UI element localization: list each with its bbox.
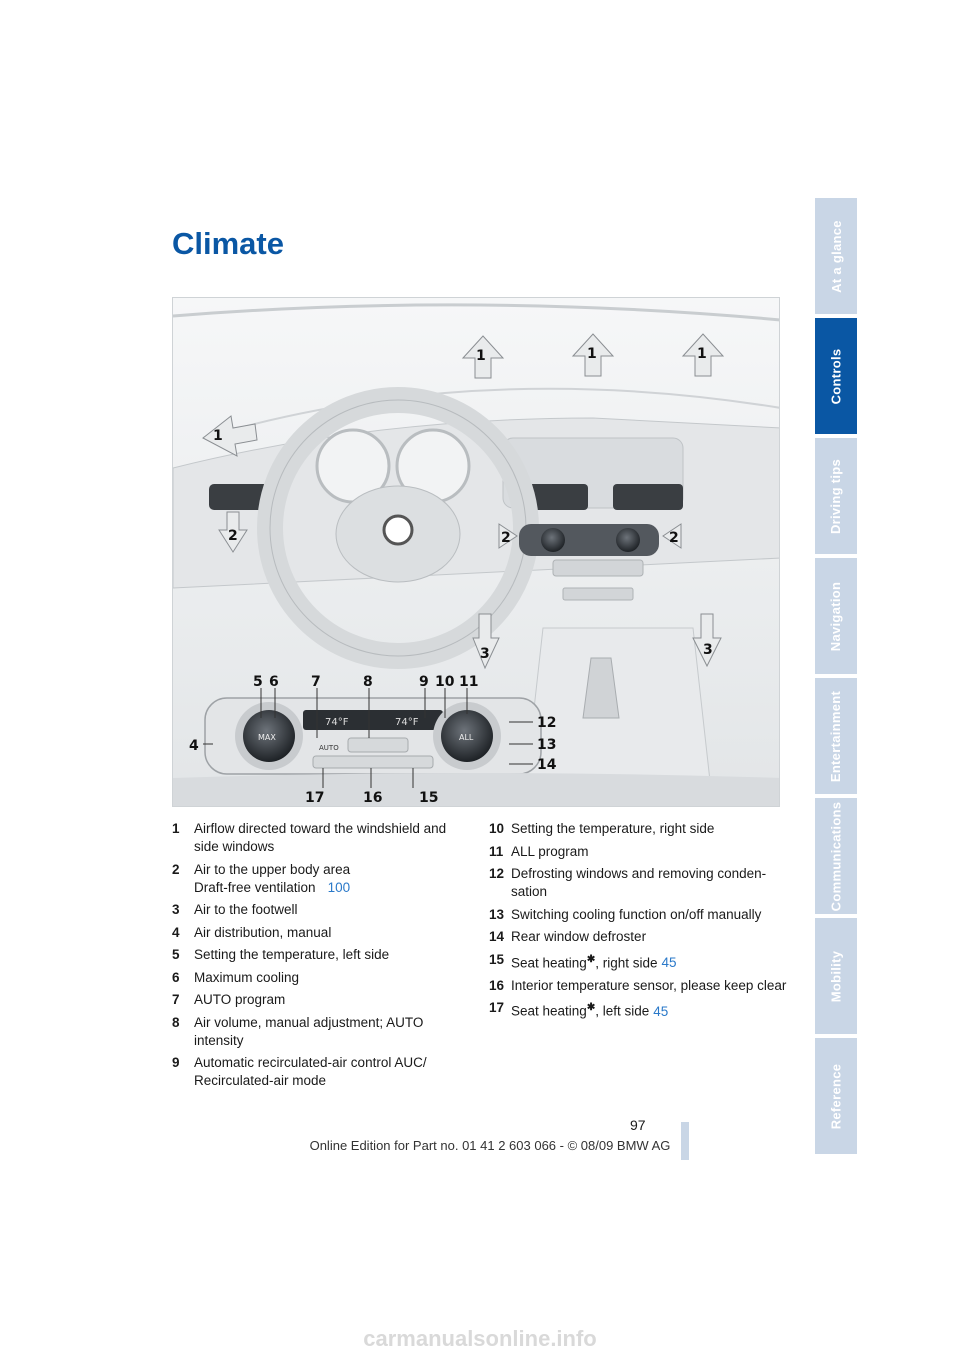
page-title: Climate bbox=[172, 226, 284, 261]
callout-2b: 2 bbox=[501, 530, 511, 546]
auto-button-label: AUTO bbox=[319, 744, 339, 752]
tab-entertainment[interactable]: Entertainment bbox=[815, 678, 857, 796]
legend-item: 2 Air to the upper body area Draft-free ventilation 100 bbox=[172, 861, 351, 895]
callout-1c: 1 bbox=[697, 346, 707, 362]
callout-15: 15 bbox=[419, 790, 439, 806]
page-ref-link[interactable]: 45 bbox=[653, 1003, 669, 1019]
callout-3a: 3 bbox=[480, 646, 490, 662]
all-knob-label: ALL bbox=[459, 733, 474, 742]
legend-item: 6 Maximum cooling bbox=[172, 969, 300, 985]
legend-item: 4 Air distribution, manual bbox=[172, 924, 332, 940]
star-icon: ✱ bbox=[586, 1002, 596, 1013]
legend-item: 9 Automatic recirculated-air control AUC/ Recirculated-air mode bbox=[172, 1055, 427, 1088]
legend-item: 12 Defrosting windows and removing conden-sation bbox=[489, 866, 767, 899]
callout-7: 7 bbox=[311, 674, 321, 690]
callout-1a: 1 bbox=[476, 348, 486, 364]
callout-11: 11 bbox=[459, 674, 479, 690]
tab-communications[interactable]: Communications bbox=[815, 798, 857, 916]
callout-1d: 1 bbox=[213, 428, 223, 444]
callout-2a: 2 bbox=[228, 528, 238, 544]
legend-item: 5 Setting the temperature, left side bbox=[172, 947, 390, 962]
watermark: carmanualsonline.info bbox=[363, 1326, 597, 1351]
callout-3b: 3 bbox=[703, 642, 713, 658]
legend-item: 11 ALL program bbox=[489, 843, 589, 859]
star-icon: ✱ bbox=[586, 953, 596, 965]
callout-4: 4 bbox=[189, 738, 199, 754]
callout-8: 8 bbox=[363, 674, 373, 690]
legend-item: 13 Switching cooling function on/off manually bbox=[489, 906, 762, 922]
page-number: 97 bbox=[630, 1117, 646, 1133]
callout-16: 16 bbox=[363, 790, 383, 806]
legend-item: 7 AUTO program bbox=[172, 992, 286, 1007]
tab-mobility[interactable]: Mobility bbox=[815, 918, 857, 1036]
callout-14: 14 bbox=[537, 757, 557, 773]
callout-13: 13 bbox=[537, 737, 557, 753]
legend-column-right bbox=[489, 820, 789, 1025]
footer-accent-bar bbox=[681, 1122, 689, 1160]
tab-driving-tips[interactable]: Driving tips bbox=[815, 438, 857, 556]
tab-at-a-glance[interactable]: At a glance bbox=[815, 198, 857, 316]
legend-item: 1 Airflow directed toward the windshield and side windows bbox=[172, 821, 447, 854]
page-ref-link[interactable]: 100 bbox=[327, 879, 351, 895]
footer-edition: Online Edition for Part no. 01 41 2 603 066 - © 08/09 BMW AG bbox=[309, 1138, 671, 1153]
legend-item: 8 Air volume, manual adjustment; AUTO intensity bbox=[172, 1014, 424, 1048]
legend-item: 3 Air to the footwell bbox=[172, 902, 298, 917]
dashboard-drawing bbox=[173, 298, 780, 807]
legend-item: 10 Setting the temperature, right side bbox=[489, 821, 715, 836]
page-ref-link[interactable]: 45 bbox=[661, 955, 677, 970]
legend-column-left bbox=[172, 820, 472, 1095]
legend-item: 14 Rear window defroster bbox=[489, 929, 647, 944]
temp-left-readout: 74°F bbox=[325, 717, 349, 728]
legend-item: 16 Interior temperature sensor, please keep clear bbox=[489, 977, 787, 993]
legend-item: 17 Seat heating✱, left side 45 bbox=[489, 1000, 669, 1019]
callout-1b: 1 bbox=[587, 346, 597, 362]
callout-12: 12 bbox=[537, 715, 557, 731]
callout-9: 9 bbox=[419, 674, 429, 690]
callout-6: 6 bbox=[269, 674, 279, 690]
tab-reference[interactable]: Reference bbox=[815, 1038, 857, 1156]
climate-controls-illustration bbox=[172, 297, 780, 807]
tab-controls[interactable]: Controls bbox=[815, 318, 857, 436]
callout-2c: 2 bbox=[669, 530, 679, 546]
tab-navigation[interactable]: Navigation bbox=[815, 558, 857, 676]
callout-10: 10 bbox=[435, 674, 455, 690]
temp-right-readout: 74°F bbox=[395, 717, 419, 728]
legend-item: 15 Seat heating✱, right side 45 bbox=[489, 951, 677, 970]
callout-17: 17 bbox=[305, 790, 325, 806]
callout-5: 5 bbox=[253, 674, 263, 690]
max-knob-label: MAX bbox=[258, 733, 276, 742]
